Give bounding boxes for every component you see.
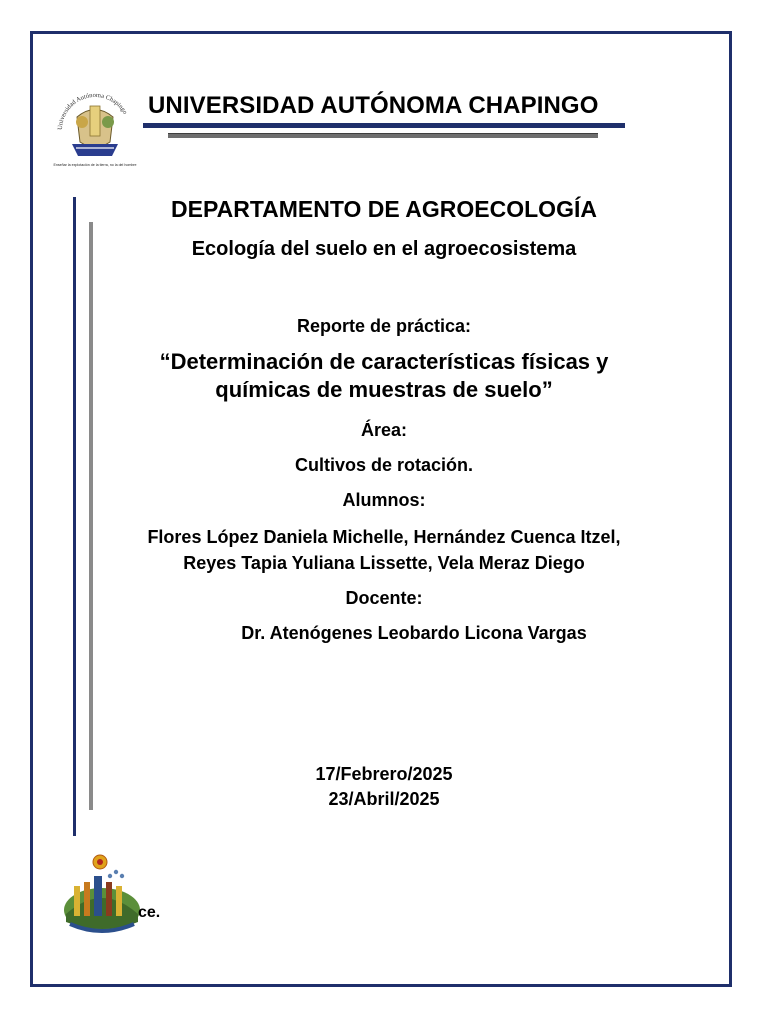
students-list [90, 524, 678, 576]
university-title: UNIVERSIDAD AUTÓNOMA CHAPINGO [148, 92, 599, 119]
title-rule-blue [143, 123, 625, 128]
vertical-bar-blue [73, 197, 76, 836]
area-label: Área: [360, 420, 408, 440]
report-title [100, 348, 668, 404]
report-label: Reporte de práctica: [296, 316, 472, 336]
title-rule-grey [168, 133, 598, 138]
seal-motto: Enseñar la explotación de la tierra, no la del hombre [53, 163, 137, 167]
vertical-bar-grey [89, 222, 93, 810]
area-value: Cultivos de rotación. [294, 455, 474, 475]
department-logo [60, 852, 150, 936]
dates [100, 762, 668, 812]
date-end: 23/Abril/2025 [328, 789, 440, 809]
course-title: Ecología del suelo en el agroecosistema [191, 238, 577, 260]
footer-partial-text: ce. [138, 904, 161, 921]
university-seal-logo [52, 82, 138, 178]
students-label: Alumnos: [342, 490, 426, 510]
department-title: DEPARTAMENTO DE AGROECOLOGÍA [171, 196, 597, 222]
teacher-name: Dr. Atenógenes Leobardo Licona Vargas [241, 623, 587, 643]
teacher-label: Docente: [345, 588, 423, 608]
date-start: 17/Febrero/2025 [315, 764, 453, 784]
report-title-line1: “Determinación de características físicas y [159, 349, 609, 374]
seal-ring-text: Universidad Autónoma Chapingo [56, 91, 129, 131]
students-line1: Flores López Daniela Michelle, Hernández Cuenca Itzel, [147, 527, 621, 547]
students-line2: Reyes Tapia Yuliana Lissette, Vela Meraz Diego [183, 553, 585, 573]
report-title-line2: químicas de muestras de suelo” [215, 377, 553, 402]
